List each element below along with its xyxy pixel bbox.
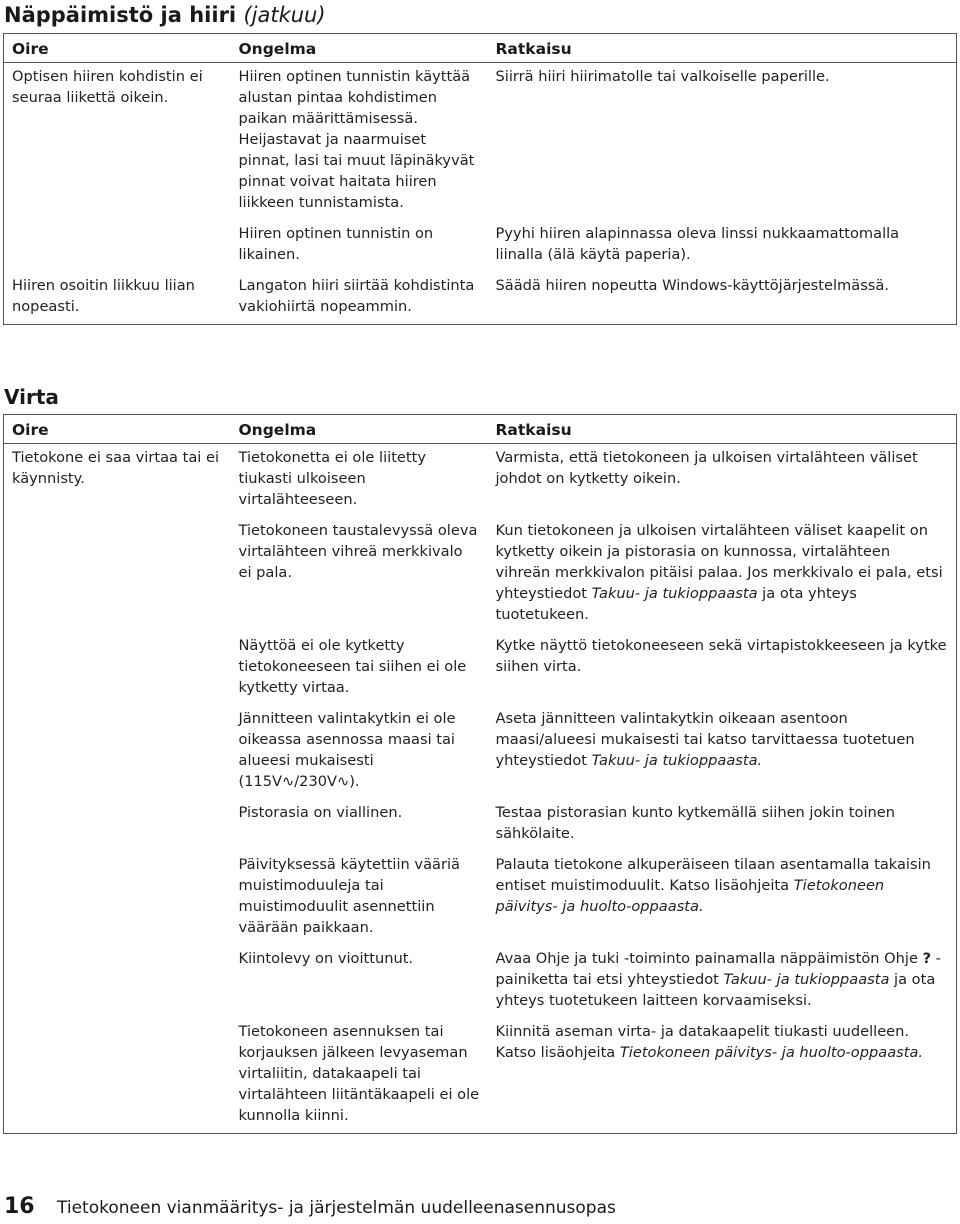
solution-text: Aseta jännitteen valintakytkin oikeaan asentoon maasi/alueesi mukaisesti tai katso tarvittaessa tuotetuen yhteystiedot: [495, 710, 915, 769]
problem-cell: Pistorasia on viallinen.: [238, 804, 403, 821]
solution-text: Kun tietokoneen ja ulkoisen virtalähteen väliset kaapelit on kytketty oikein ja pistorasia on kunnossa, virtalähteen vihreän merkkivalon pitäisi palaa. Jos merkkivalo ei pala, etsi yhteystiedot: [495, 522, 943, 602]
guide-reference: Takuu- ja tukioppaasta.: [591, 752, 763, 769]
symptom-cell: [4, 1018, 231, 1134]
problem-cell: Kiintolevy on vioittunut.: [238, 950, 414, 967]
page-heading: [4, 2, 326, 28]
table-header-row: [4, 415, 957, 444]
solution-text: ja ota yhteys tuotetukeen laitteen korvaamiseksi.: [495, 971, 936, 1009]
solution-cell: [488, 945, 957, 1018]
header-symptom: Oire: [4, 34, 231, 63]
solution-cell: Testaa pistorasian kunto kytkemällä siihen jokin toinen sähkölaite.: [495, 804, 895, 842]
table-row: [4, 632, 957, 705]
footer-title: Tietokoneen vianmääritys- ja järjestelmän uudelleenasennusopas: [57, 1198, 616, 1218]
guide-reference: Tietokoneen päivitys- ja huolto-oppaasta.: [619, 1044, 924, 1061]
table-row: [4, 444, 957, 518]
solution-cell: Varmista, että tietokoneen ja ulkoisen virtalähteen väliset johdot on kytketty oikein.: [495, 449, 918, 487]
header-symptom: Oire: [4, 415, 231, 444]
solution-cell: [488, 705, 957, 799]
problem-cell: Tietokonetta ei ole liitetty tiukasti ulkoiseen virtalähteeseen.: [238, 449, 426, 508]
solution-cell: Siirrä hiiri hiirimatolle tai valkoiselle paperille.: [495, 68, 830, 85]
symptom-cell: [4, 220, 231, 272]
heading-continued: (jatkuu): [243, 3, 326, 27]
solution-cell: Pyyhi hiiren alapinnassa oleva linssi nukkaamattomalla liinalla (älä käytä paperia).: [495, 225, 900, 263]
table-row: [4, 851, 957, 945]
problem-cell: Näyttöä ei ole kytketty tietokoneeseen tai siihen ei ole kytketty virtaa.: [238, 637, 467, 696]
mouse-trouble-table: [3, 33, 957, 325]
header-solution: Ratkaisu: [488, 415, 957, 444]
guide-reference: Tietokoneen päivitys- ja huolto-oppaasta.: [495, 877, 885, 915]
header-problem: Ongelma: [231, 34, 488, 63]
problem-cell: Päivityksessä käytettiin vääriä muistimoduuleja tai muistimoduulit asennettiin väärään paikkaan.: [238, 856, 460, 936]
header-solution: Ratkaisu: [488, 34, 957, 63]
guide-reference: Takuu- ja tukioppaasta: [723, 971, 890, 988]
table-row: [4, 1018, 957, 1134]
problem-cell: Hiiren optinen tunnistin käyttää alustan pintaa kohdistimen paikan määrittämisessä. Heijastavat ja naarmuiset pinnat, lasi tai muut läpinäkyvät pinnat voivat haitata hiiren liikkeen tunnistamista.: [238, 68, 475, 211]
symptom-cell: Tietokone ei saa virtaa tai ei käynnisty.: [12, 449, 220, 487]
table-row: [4, 945, 957, 1018]
header-problem: Ongelma: [231, 415, 488, 444]
help-key-glyph: ?: [922, 950, 932, 967]
solution-text: -painiketta tai etsi yhteystiedot: [495, 950, 941, 988]
solution-text: Kiinnitä aseman virta- ja datakaapelit tiukasti uudelleen. Katso lisäohjeita: [495, 1023, 910, 1061]
symptom-cell: [4, 799, 231, 851]
table-row: [4, 705, 957, 799]
problem-cell: Jännitteen valintakytkin ei ole oikeassa asennossa maasi tai alueesi mukaisesti (115V∿/230V∿).: [238, 710, 456, 790]
symptom-cell: [4, 517, 231, 632]
solution-cell: [488, 1018, 957, 1134]
section-heading-power: Virta: [4, 385, 59, 409]
symptom-cell: Optisen hiiren kohdistin ei seuraa liikettä oikein.: [12, 68, 203, 106]
problem-cell: Tietokoneen asennuksen tai korjauksen jälkeen levyaseman virtaliitin, datakaapeli tai virtalähteen liitäntäkaapeli ei ole kunnolla kiinni.: [238, 1023, 480, 1124]
table-header-row: [4, 34, 957, 63]
problem-cell: Tietokoneen taustalevyssä oleva virtalähteen vihreä merkkivalo ei pala.: [238, 522, 478, 581]
symptom-cell: [4, 851, 231, 945]
solution-cell: Säädä hiiren nopeutta Windows-käyttöjärjestelmässä.: [495, 277, 889, 294]
problem-cell: Langaton hiiri siirtää kohdistinta vakiohiirtä nopeammin.: [238, 277, 475, 315]
symptom-cell: [4, 632, 231, 705]
symptom-cell: Hiiren osoitin liikkuu liian nopeasti.: [12, 277, 195, 315]
symptom-cell: [4, 945, 231, 1018]
solution-cell: [488, 517, 957, 632]
table-row: [4, 517, 957, 632]
symptom-cell: [4, 705, 231, 799]
table-row: [4, 63, 957, 221]
solution-cell: [488, 851, 957, 945]
solution-cell: Kytke näyttö tietokoneeseen sekä virtapistokkeeseen ja kytke siihen virta.: [495, 637, 947, 675]
table-row: [4, 272, 957, 325]
page-number: 16: [4, 1194, 35, 1219]
table-row: [4, 799, 957, 851]
guide-reference: Takuu- ja tukioppaasta: [591, 585, 758, 602]
problem-cell: Hiiren optinen tunnistin on likainen.: [238, 225, 434, 263]
solution-text: Palauta tietokone alkuperäiseen tilaan asentamalla takaisin entiset muistimoduulit. Katso lisäohjeita: [495, 856, 931, 894]
solution-text: ja ota yhteys tuotetukeen.: [495, 585, 857, 623]
power-trouble-table: [3, 414, 957, 1134]
heading-title: Näppäimistö ja hiiri: [4, 3, 237, 27]
solution-text: Avaa Ohje ja tuki -toiminto painamalla näppäimistön Ohje: [495, 950, 923, 967]
table-row: [4, 220, 957, 272]
